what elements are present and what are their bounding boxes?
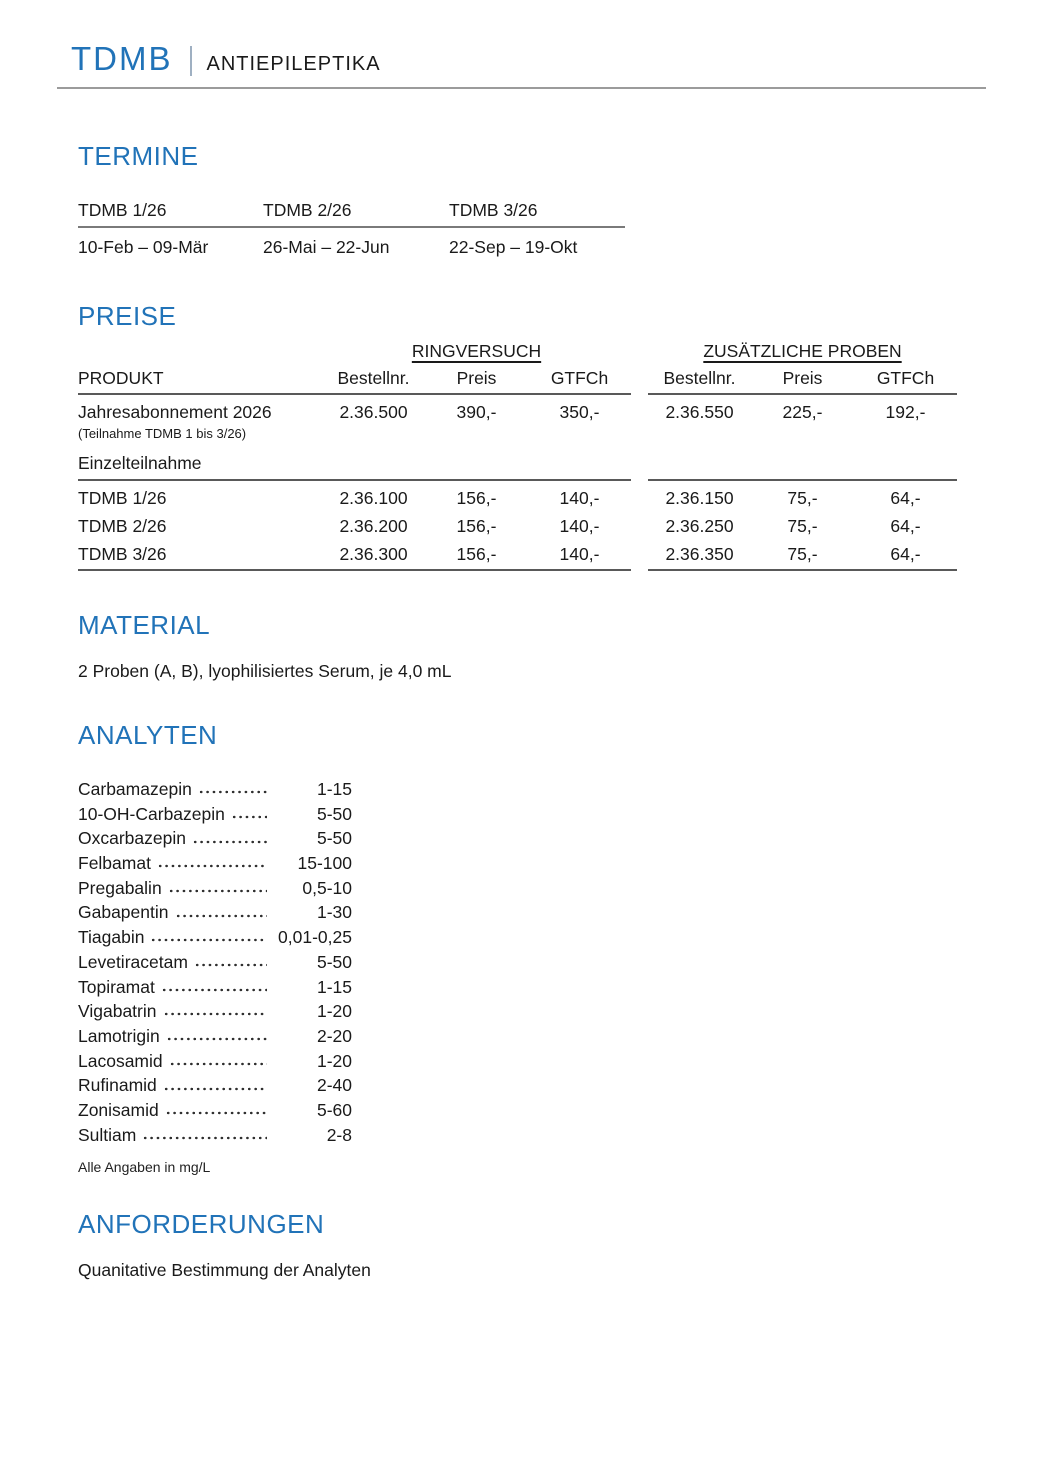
preise-value-cell: 75,- — [787, 515, 818, 536]
analyte-name: Felbamat — [78, 853, 151, 874]
analyte-range: 5-60 — [316, 1099, 352, 1120]
section-analyten — [0, 682, 1038, 1175]
preise-value-cell: 2.36.100 — [339, 487, 408, 508]
analyte-row — [78, 999, 352, 1024]
analyte-row — [78, 925, 352, 950]
group-header-zusaetzliche-proben: ZUSÄTZLICHE PROBEN — [703, 340, 902, 361]
analyte-row — [78, 975, 352, 1000]
termine-date-range: 22-Sep – 19-Okt — [449, 236, 578, 257]
column-header-bestellnr: Bestellnr. — [663, 367, 736, 388]
analyte-range: 1-15 — [316, 779, 352, 799]
analyte-range: 2-8 — [326, 1124, 352, 1145]
analyte-leader-dots — [198, 777, 267, 802]
preise-value-cell: 350,- — [559, 401, 600, 422]
preise-column-header-row — [78, 364, 957, 392]
analyte-name: Vigabatrin — [78, 1001, 157, 1022]
preise-value-cell: 156,- — [456, 487, 497, 508]
analyte-leader-dots — [166, 1024, 267, 1049]
termine-column-header: TDMB 2/26 — [263, 199, 352, 220]
preise-value-cell: 2.36.200 — [339, 515, 408, 536]
section-anforderungen — [0, 1175, 1038, 1281]
analyte-row — [78, 851, 352, 876]
analyte-name: Rufinamid — [78, 1075, 157, 1096]
preise-value-cell: 75,- — [787, 543, 818, 564]
preise-value-cell: 192,- — [885, 401, 926, 422]
preise-value-cell: 140,- — [559, 543, 600, 564]
analyte-row — [78, 950, 352, 975]
preise-value-cell: 64,- — [890, 515, 921, 536]
analyte-leader-dots — [163, 999, 268, 1024]
analyte-name: Pregabalin — [78, 877, 162, 898]
preise-value-cell: 156,- — [456, 543, 497, 564]
preise-value-cell: 2.36.500 — [339, 401, 408, 422]
preise-rule-row — [78, 569, 957, 572]
rule-segment-zusaetzliche — [648, 569, 957, 572]
preise-product-cell: TDMB 3/26 — [78, 543, 167, 564]
analyte-leader-dots — [194, 950, 267, 975]
analyte-name: Gabapentin — [78, 902, 169, 923]
rule-segment-zusaetzliche — [648, 479, 957, 482]
analyte-leader-dots — [231, 802, 267, 827]
rule-segment-ringversuch — [322, 479, 631, 482]
analyte-range: 1-20 — [316, 1050, 352, 1071]
termine-heading: TERMINE — [78, 141, 199, 171]
program-code-logo: TDMB — [71, 40, 173, 77]
analyte-row — [78, 876, 352, 901]
analyte-row — [78, 1024, 352, 1049]
analyte-range: 5-50 — [316, 951, 352, 972]
section-termine — [0, 89, 1038, 261]
preise-value-cell: 390,- — [456, 401, 497, 422]
analyte-range: 1-30 — [316, 902, 352, 923]
analyte-range: 5-50 — [316, 803, 352, 824]
analyte-leader-dots — [169, 1049, 267, 1074]
analyte-range: 0,5-10 — [302, 877, 352, 898]
analyte-name: Topiramat — [78, 976, 155, 997]
analyte-leader-dots — [168, 876, 267, 901]
preise-row-tdmb-3 — [78, 540, 957, 568]
einzelteilnahme-label: Einzelteilnahme — [78, 453, 202, 473]
group-header-ringversuch: RINGVERSUCH — [411, 340, 542, 361]
analyte-leader-dots — [192, 826, 267, 851]
preise-value-cell: 225,- — [782, 401, 823, 422]
analyten-heading: ANALYTEN — [78, 720, 218, 750]
termine-date-range: 10-Feb – 09-Mär — [78, 236, 209, 257]
section-material — [0, 574, 1038, 682]
rule-segment-product — [78, 393, 322, 396]
material-heading: MATERIAL — [78, 610, 211, 640]
analyte-name: Tiagabin — [78, 927, 145, 948]
analyte-leader-dots — [175, 900, 268, 925]
analyte-unit-note: Alle Angaben in mg/L — [78, 1159, 211, 1176]
termine-column-header: TDMB 3/26 — [449, 199, 538, 220]
header-divider — [190, 46, 192, 76]
analyte-leader-dots — [157, 851, 267, 876]
analyte-row — [78, 1098, 352, 1123]
analyte-name: Levetiracetam — [78, 951, 188, 972]
material-text: 2 Proben (A, B), lyophilisiertes Serum, je 4,0 mL — [78, 661, 452, 681]
analyte-range: 0,01-0,25 — [278, 927, 352, 948]
column-header-preis: Preis — [782, 367, 823, 388]
termine-rule — [78, 226, 625, 228]
preise-value-cell: 2.36.150 — [665, 487, 734, 508]
rule-segment-product — [78, 479, 322, 482]
analyte-leader-dots — [163, 1073, 267, 1098]
preise-value-cell: 140,- — [559, 487, 600, 508]
analyte-name: 10-OH-Carbazepin — [78, 803, 225, 824]
analyte-row — [78, 900, 352, 925]
analyte-row — [78, 826, 352, 851]
termine-table — [78, 196, 625, 261]
preise-value-cell: 140,- — [559, 515, 600, 536]
analyte-row — [78, 1123, 352, 1148]
termine-header-row — [78, 196, 625, 224]
column-header-bestellnr: Bestellnr. — [337, 367, 410, 388]
analyte-row — [78, 1073, 352, 1098]
preise-value-cell: 156,- — [456, 515, 497, 536]
preise-value-cell: 2.36.250 — [665, 515, 734, 536]
preise-row-jahresabonnement — [78, 398, 957, 426]
column-header-gtfch: GTFCh — [876, 367, 935, 388]
analyte-range: 1-20 — [316, 1001, 352, 1022]
termine-date-range: 26-Mai – 22-Jun — [263, 236, 390, 257]
column-header-gtfch: GTFCh — [550, 367, 609, 388]
anforderungen-text: Quanitative Bestimmung der Analyten — [78, 1260, 371, 1281]
section-preise — [0, 261, 1038, 572]
preise-heading: PREISE — [78, 301, 177, 331]
preise-product-cell: TDMB 1/26 — [78, 487, 167, 508]
analyte-row — [78, 1049, 352, 1074]
termine-dates-row — [78, 233, 625, 261]
preise-rule-row — [78, 393, 957, 396]
rule-segment-ringversuch — [322, 569, 631, 572]
rule-segment-product — [78, 569, 322, 572]
analyte-name: Carbamazepin — [78, 779, 192, 799]
analyte-name: Oxcarbazepin — [78, 828, 186, 849]
analyte-name: Lacosamid — [78, 1050, 163, 1071]
preise-value-cell: 64,- — [890, 543, 921, 564]
analyte-range: 2-40 — [316, 1075, 352, 1096]
preise-table — [78, 338, 957, 572]
preise-value-cell: 2.36.350 — [665, 543, 734, 564]
preise-note-row — [78, 426, 957, 448]
analyte-name: Sultiam — [78, 1124, 137, 1145]
preise-row-tdmb-2 — [78, 512, 957, 540]
analyte-leader-dots — [142, 1123, 267, 1148]
program-title: ANTIEPILEPTIKA — [206, 53, 381, 75]
analyte-range: 5-50 — [316, 828, 352, 849]
anforderungen-heading: ANFORDERUNGEN — [78, 1209, 325, 1240]
preise-value-cell: 75,- — [787, 487, 818, 508]
analyte-range: 1-15 — [316, 976, 352, 997]
analyte-list — [78, 777, 352, 1147]
column-header-preis: Preis — [456, 367, 497, 388]
analyte-range: 2-20 — [316, 1025, 352, 1046]
preise-product-cell: Jahresabonnement 2026 — [78, 401, 272, 422]
analyte-leader-dots — [161, 975, 267, 1000]
preise-value-cell: 64,- — [890, 487, 921, 508]
analyte-range: 15-100 — [297, 853, 352, 874]
page-header — [0, 0, 1038, 78]
analyte-leader-dots — [165, 1098, 267, 1123]
preise-row-tdmb-1 — [78, 484, 957, 512]
rule-segment-ringversuch — [322, 393, 631, 396]
preise-value-cell: 2.36.300 — [339, 543, 408, 564]
preise-value-cell: 2.36.550 — [665, 401, 734, 422]
analyte-leader-dots — [150, 925, 267, 950]
analyte-row — [78, 777, 352, 802]
preise-rule-row — [78, 479, 957, 482]
preise-subheader-row — [78, 448, 957, 478]
column-header-produkt: PRODUKT — [78, 367, 164, 388]
analyte-row — [78, 802, 352, 827]
preise-product-cell: TDMB 2/26 — [78, 515, 167, 536]
preise-group-header-row — [78, 338, 957, 364]
analyte-name: Zonisamid — [78, 1099, 159, 1120]
rule-segment-zusaetzliche — [648, 393, 957, 396]
termine-column-header: TDMB 1/26 — [78, 199, 167, 220]
analyte-name: Lamotrigin — [78, 1025, 160, 1046]
abo-note: (Teilnahme TDMB 1 bis 3/26) — [78, 426, 247, 441]
